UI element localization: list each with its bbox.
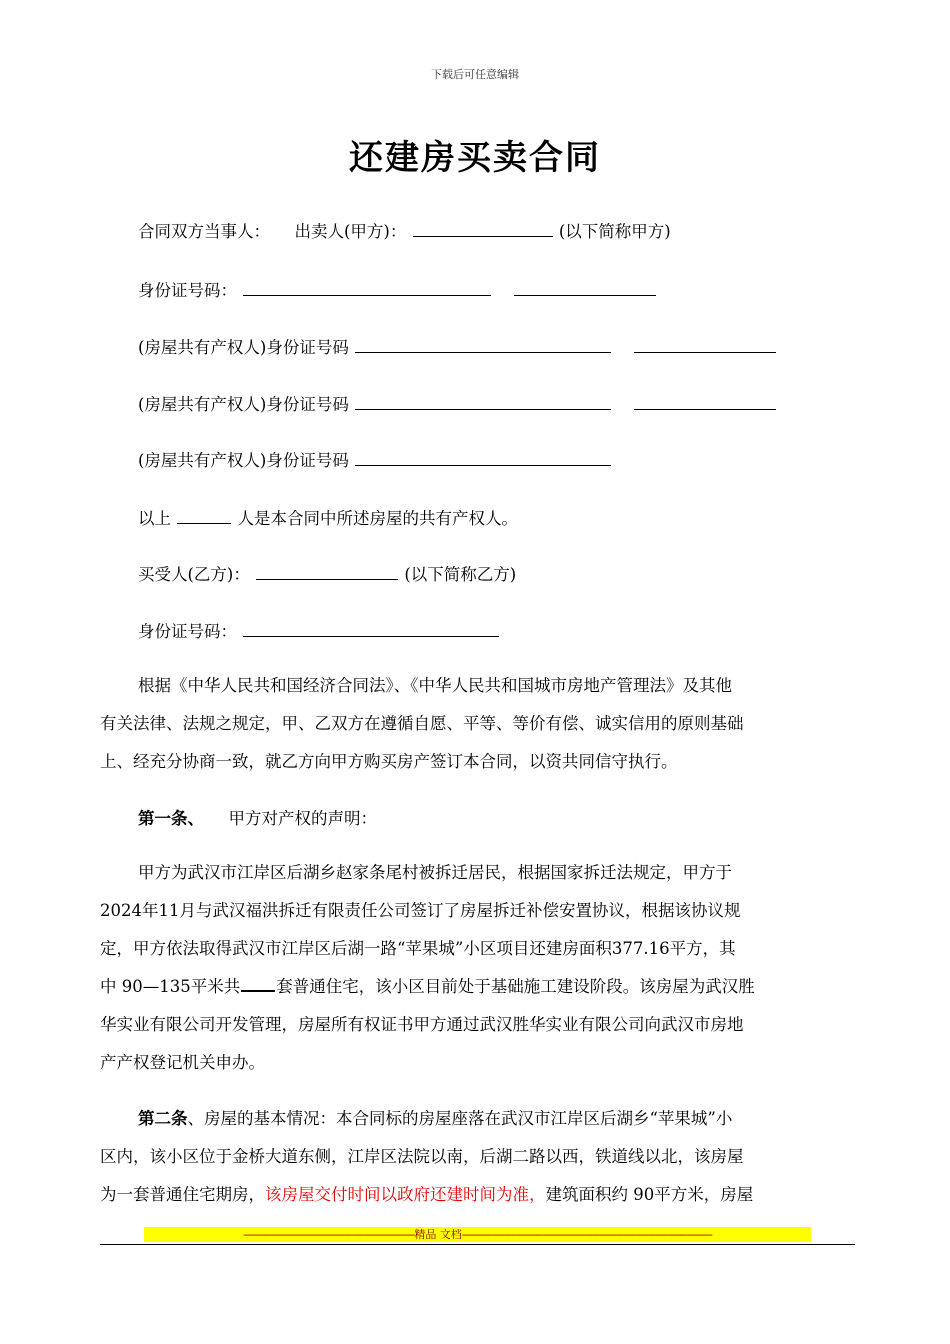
article-2-line-rest: 、房屋的基本情况：本合同标的房屋座落在武汉市江岸区后湖乡“苹果城”小 [187, 1109, 733, 1128]
co-owner-line-1 [138, 334, 777, 358]
article-1-line-rest: 套普通住宅，该小区目前处于基础施工建设阶段。该房屋为武汉胜 [276, 977, 755, 996]
co-owner-count-blank[interactable] [177, 507, 231, 524]
article-1-number: 第一条、 [138, 809, 204, 828]
buyer-label: 买受人(乙方)： [138, 565, 250, 584]
page-title: 还建房买卖合同 [349, 138, 601, 178]
buyer-id-label: 身份证号码： [138, 622, 237, 641]
buyer-alias: (以下简称乙方) [404, 565, 517, 584]
seller-label: 出卖人(甲方)： [294, 222, 407, 241]
footer-banner [144, 1227, 811, 1242]
co-owner-count-prefix: 以上 [138, 509, 171, 528]
article-1-body [100, 854, 855, 1082]
co-owner-id-blank[interactable] [355, 393, 611, 410]
co-owner-line-3 [138, 447, 612, 471]
article-2-number: 第二条 [138, 1109, 188, 1128]
article-2-line: 区内，该小区位于金桥大道东侧，江岸区法院以南，后湖二路以西，铁道线以北，该房屋 [100, 1147, 744, 1166]
co-owner-label: (房屋共有产权人)身份证号码 [138, 338, 349, 357]
article-1-title: 甲方对产权的声明： [228, 809, 377, 828]
preamble-line: 有关法律、法规之规定，甲、乙双方在遵循自愿、平等、等价有偿、诚实信用的原则基础 [100, 714, 744, 733]
co-owner-id-blank[interactable] [355, 449, 611, 466]
header-note: 下载后可任意编辑 [431, 68, 519, 81]
seller-id-line [138, 277, 657, 301]
footer-text: 精品 文档 [414, 1228, 462, 1241]
article-1-line: 甲方为武汉市江岸区后湖乡赵家条尾村被拆迁居民，根据国家拆迁法规定，甲方于 [138, 863, 732, 882]
preamble-line: 根据《中华人民共和国经济合同法》、《中华人民共和国城市房地产管理法》及其他 [138, 676, 732, 695]
article-2-line [100, 1100, 855, 1138]
unit-count-blank[interactable] [241, 974, 275, 992]
co-owner-line-2 [138, 391, 777, 415]
co-owner-label: (房屋共有产权人)身份证号码 [138, 395, 349, 414]
preamble-line: 上、经充分协商一致，就乙方向甲方购买房产签订本合同，以资共同信守执行。 [100, 752, 678, 771]
delivery-time-note: 该房屋交付时间以政府还建时间为准， [265, 1185, 546, 1204]
parties-label: 合同双方当事人： [138, 222, 270, 241]
co-owner-id-blank-2[interactable] [634, 336, 776, 353]
buyer-id-line [138, 618, 500, 642]
buyer-id-blank[interactable] [243, 620, 499, 637]
footer-divider [100, 1244, 855, 1245]
article-1-line: 华实业有限公司开发管理，房屋所有权证书甲方通过武汉胜华实业有限公司向武汉市房地 [100, 1015, 744, 1034]
co-owner-count-line [138, 505, 518, 529]
article-1-line-prefix: 中 90—135平米共 [100, 977, 241, 996]
co-owner-id-blank-2[interactable] [634, 393, 776, 410]
article-1-line: 2024年11月与武汉福洪拆迁有限责任公司签订了房屋拆迁补偿安置协议，根据该协议规 [100, 901, 741, 920]
seller-id-blank-2[interactable] [514, 279, 656, 296]
article-2-body [100, 1100, 855, 1214]
co-owner-id-blank[interactable] [355, 336, 611, 353]
buyer-name-blank[interactable] [256, 563, 398, 580]
preamble [100, 667, 855, 781]
article-2-line [100, 1176, 855, 1214]
seller-alias: (以下简称甲方) [558, 222, 671, 241]
party-line-seller [138, 218, 671, 242]
article-1-heading [138, 805, 377, 829]
id-label: 身份证号码： [138, 281, 237, 300]
footer-dashes-left: --------------------------------------------------------------- [243, 1228, 415, 1241]
article-1-line: 定，甲方依法取得武汉市江岸区后湖一路“苹果城”小区项目还建房面积377.16平方，其 [100, 939, 736, 958]
co-owner-count-suffix: 人是本合同中所述房屋的共有产权人。 [237, 509, 518, 528]
article-1-line [100, 968, 855, 1006]
footer-dashes-right: -------------------------------------------------------------------------------------------- [461, 1228, 712, 1241]
article-2-line-a: 为一套普通住宅期房， [100, 1185, 265, 1204]
buyer-line [138, 561, 516, 585]
co-owner-label: (房屋共有产权人)身份证号码 [138, 451, 349, 470]
article-1-line: 产产权登记机关申办。 [100, 1053, 265, 1072]
article-2-line-b: 建筑面积约 90平方米，房屋 [545, 1185, 754, 1204]
seller-name-blank[interactable] [413, 220, 553, 237]
seller-id-blank[interactable] [243, 279, 491, 296]
